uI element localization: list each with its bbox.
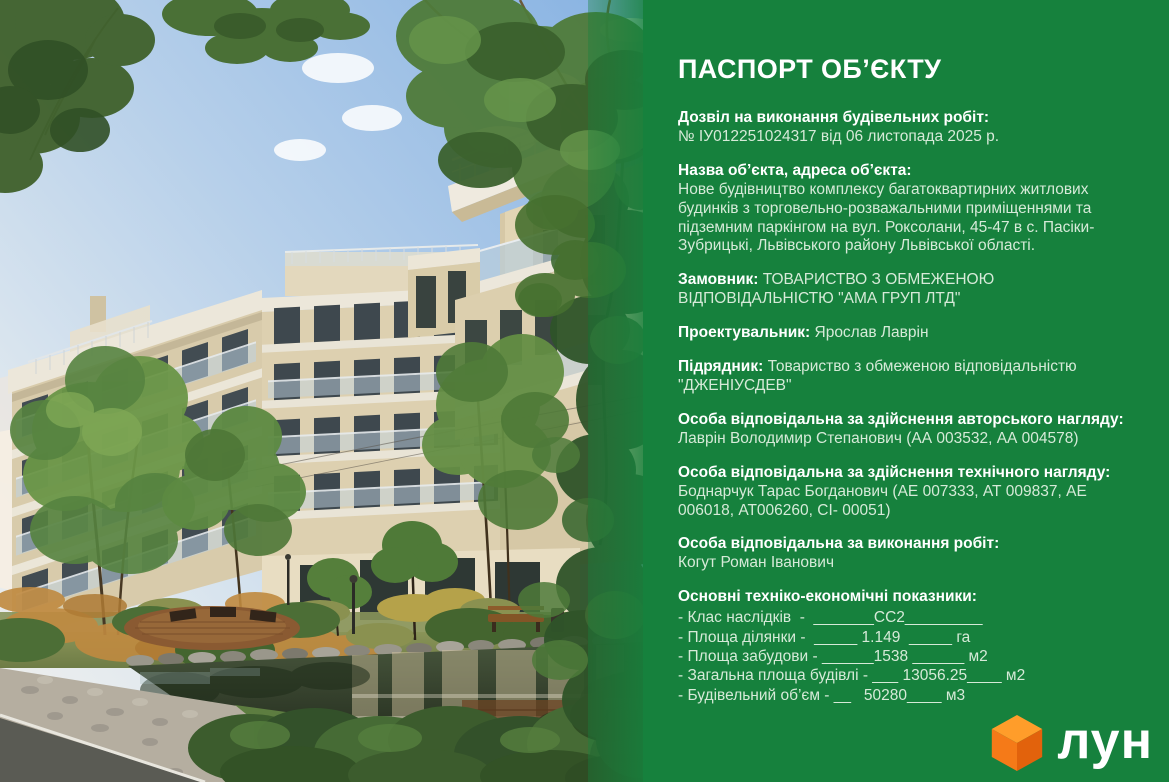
works-responsible-value: Когут Роман Іванович — [678, 554, 835, 572]
lun-logo — [989, 713, 1153, 773]
customer-label: Замовник: — [678, 271, 759, 289]
section-technical-supervision — [678, 464, 1125, 521]
lun-logo-text: лун — [1057, 712, 1153, 770]
section-designer — [678, 324, 1125, 343]
indicator-consequence-class: - Клас наслідків - _______СС2_________ — [678, 609, 983, 627]
section-author-supervision — [678, 411, 1125, 449]
permit-value: № ІУ012251024317 від 06 листопада 2025 р. — [678, 127, 1000, 145]
section-object-name — [678, 162, 1125, 257]
object-name-label: Назва об’єкта, адреса об’єкта: — [678, 161, 912, 179]
customer-value: ТОВАРИСТВО З ОБМЕЖЕНОЮ ВІДПОВІДАЛЬНІСТЮ "АМА ГРУП ЛТД" — [678, 271, 999, 308]
lun-cube-icon — [989, 713, 1045, 773]
author-supervision-value: Лаврін Володимир Степанович (АА 003532, АА 004578) — [678, 429, 1079, 447]
section-permit — [678, 109, 1125, 147]
indicators-list — [678, 608, 1125, 705]
designer-label: Проектувальник: — [678, 324, 811, 342]
contractor-label: Підрядник: — [678, 358, 764, 376]
technical-supervision-label: Особа відповідальна за здійснення технічного нагляду: — [678, 463, 1111, 481]
works-responsible-label: Особа відповідальна за виконання робіт: — [678, 535, 1000, 553]
indicator-total-area: - Загальна площа будівлі - ___ 13056.25____ м2 — [678, 667, 1026, 685]
green-overlay-strip — [588, 0, 643, 782]
indicators-label: Основні техніко-економічні показники: — [678, 588, 977, 606]
section-works-responsible — [678, 535, 1125, 573]
technical-supervision-value: Боднарчук Тарас Богданович (АЕ 007333, АТ 009837, АЕ 006018, АТ006260, СІ- 00051) — [678, 482, 1092, 519]
permit-label: Дозвіл на виконання будівельних робіт: — [678, 109, 990, 126]
designer-value: Ярослав Лаврін — [814, 324, 929, 342]
section-indicators — [678, 588, 1125, 705]
author-supervision-label: Особа відповідальна за здійснення авторського нагляду: — [678, 410, 1124, 428]
page-title: ПАСПОРТ ОБ’ЄКТУ — [678, 54, 942, 84]
object-name-value: Нове будівництво комплексу багатоквартирних житлових будинків з торговельно-розважальними приміщеннями та підземним паркінгом на вул. Роксолани, 45-47 в с. Пасіки-Зубрицькі, Львівського району Львівської області. — [678, 180, 1096, 255]
section-customer — [678, 271, 1125, 309]
passport-panel — [643, 0, 1169, 782]
indicator-building-volume: - Будівельний об’єм - __ 50280____ м3 — [678, 686, 966, 704]
wooden-deck — [124, 606, 300, 650]
indicator-plot-area: - Площа ділянки - _____ 1.149 _____ га — [678, 628, 971, 646]
contractor-value: Товариство з обмеженою відповідальністю "ДЖЕНІУСДЕВ" — [678, 358, 1081, 394]
indicator-building-footprint: - Площа забудови - ______1538 ______ м2 — [678, 647, 988, 665]
section-contractor — [678, 358, 1125, 396]
